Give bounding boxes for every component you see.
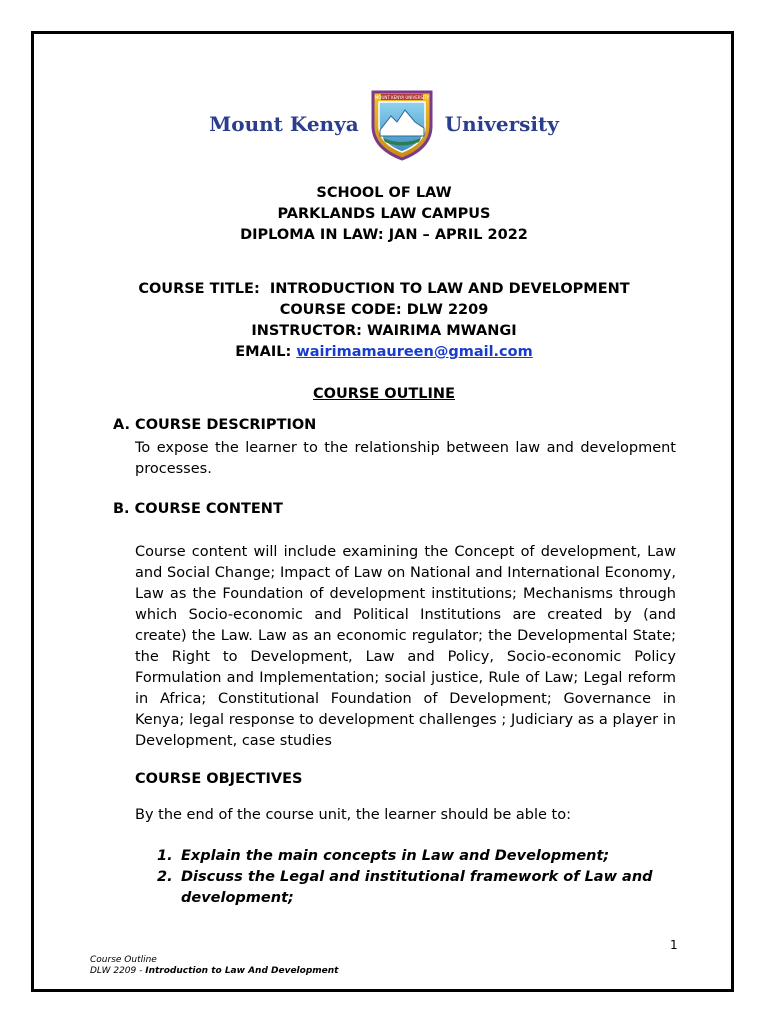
list-item-text: Explain the main concepts in Law and Development; [181,848,610,864]
objectives-heading: COURSE OBJECTIVES [135,771,303,787]
footer-code: DLW 2209 - [90,966,146,976]
school-name: SCHOOL OF LAW [316,185,452,201]
list-item [157,867,677,909]
section-b-heading: B. COURSE CONTENT [113,501,283,517]
course-outline-title: COURSE OUTLINE [313,386,455,402]
course-info [0,279,768,363]
section-b-text: Course content will include examining the Concept of development, Law and Social Change; Impact of Law on National and International Economy, Law as the Foundation of development institutions; Mechanisms through which Socio-economic and Political Institutions are created by (and create) the Law. Law as an economic regulator; the Developmental State; the Right to Development, Law and Policy, Socio-economic Policy Formulation and Implementation; social justice, Rule of Law; Legal reform in Africa; Constitutional Foundation of Development; Governance in Kenya; legal response to development challenges ; Judiciary as a player in Development, case studies [135,544,676,749]
objectives-intro: By the end of the course unit, the learner should be able to: [135,807,571,823]
footer-course-name: Introduction to Law And Development [145,966,339,976]
page-number: 1 [670,938,678,952]
footer-line-1: Course Outline [90,955,157,965]
logo-text-right: University [444,112,559,136]
list-item-number: 2. [157,869,173,885]
list-item-text: Discuss the Legal and institutional framework of Law and development; [181,869,653,906]
logo-text-left: Mount Kenya [209,112,359,136]
footer-line-2 [90,966,338,977]
section-a-text: To expose the learner to the relationship between law and development processes. [135,440,676,477]
section-a-heading: A. COURSE DESCRIPTION [113,417,317,433]
instructor: INSTRUCTOR: WAIRIMA MWANGI [251,323,517,339]
course-code: COURSE CODE: DLW 2209 [279,302,489,318]
email-link[interactable]: wairimamaureen@gmail.com [296,344,533,360]
list-item [157,846,677,867]
course-title: COURSE TITLE: INTRODUCTION TO LAW AND DEVELOPMENT [138,281,630,297]
objectives-list [157,846,677,909]
institution-header [0,183,768,246]
list-item-number: 1. [157,848,173,864]
svg-text:MOUNT KENYA UNIVERSITY: MOUNT KENYA UNIVERSITY [374,95,429,100]
university-logo [0,86,768,162]
university-crest-icon [367,86,437,162]
email-label: EMAIL: [235,344,297,360]
program-name: DIPLOMA IN LAW: JAN – APRIL 2022 [240,227,528,243]
email-line [0,342,768,363]
footer [90,955,338,977]
campus-name: PARKLANDS LAW CAMPUS [277,206,491,222]
